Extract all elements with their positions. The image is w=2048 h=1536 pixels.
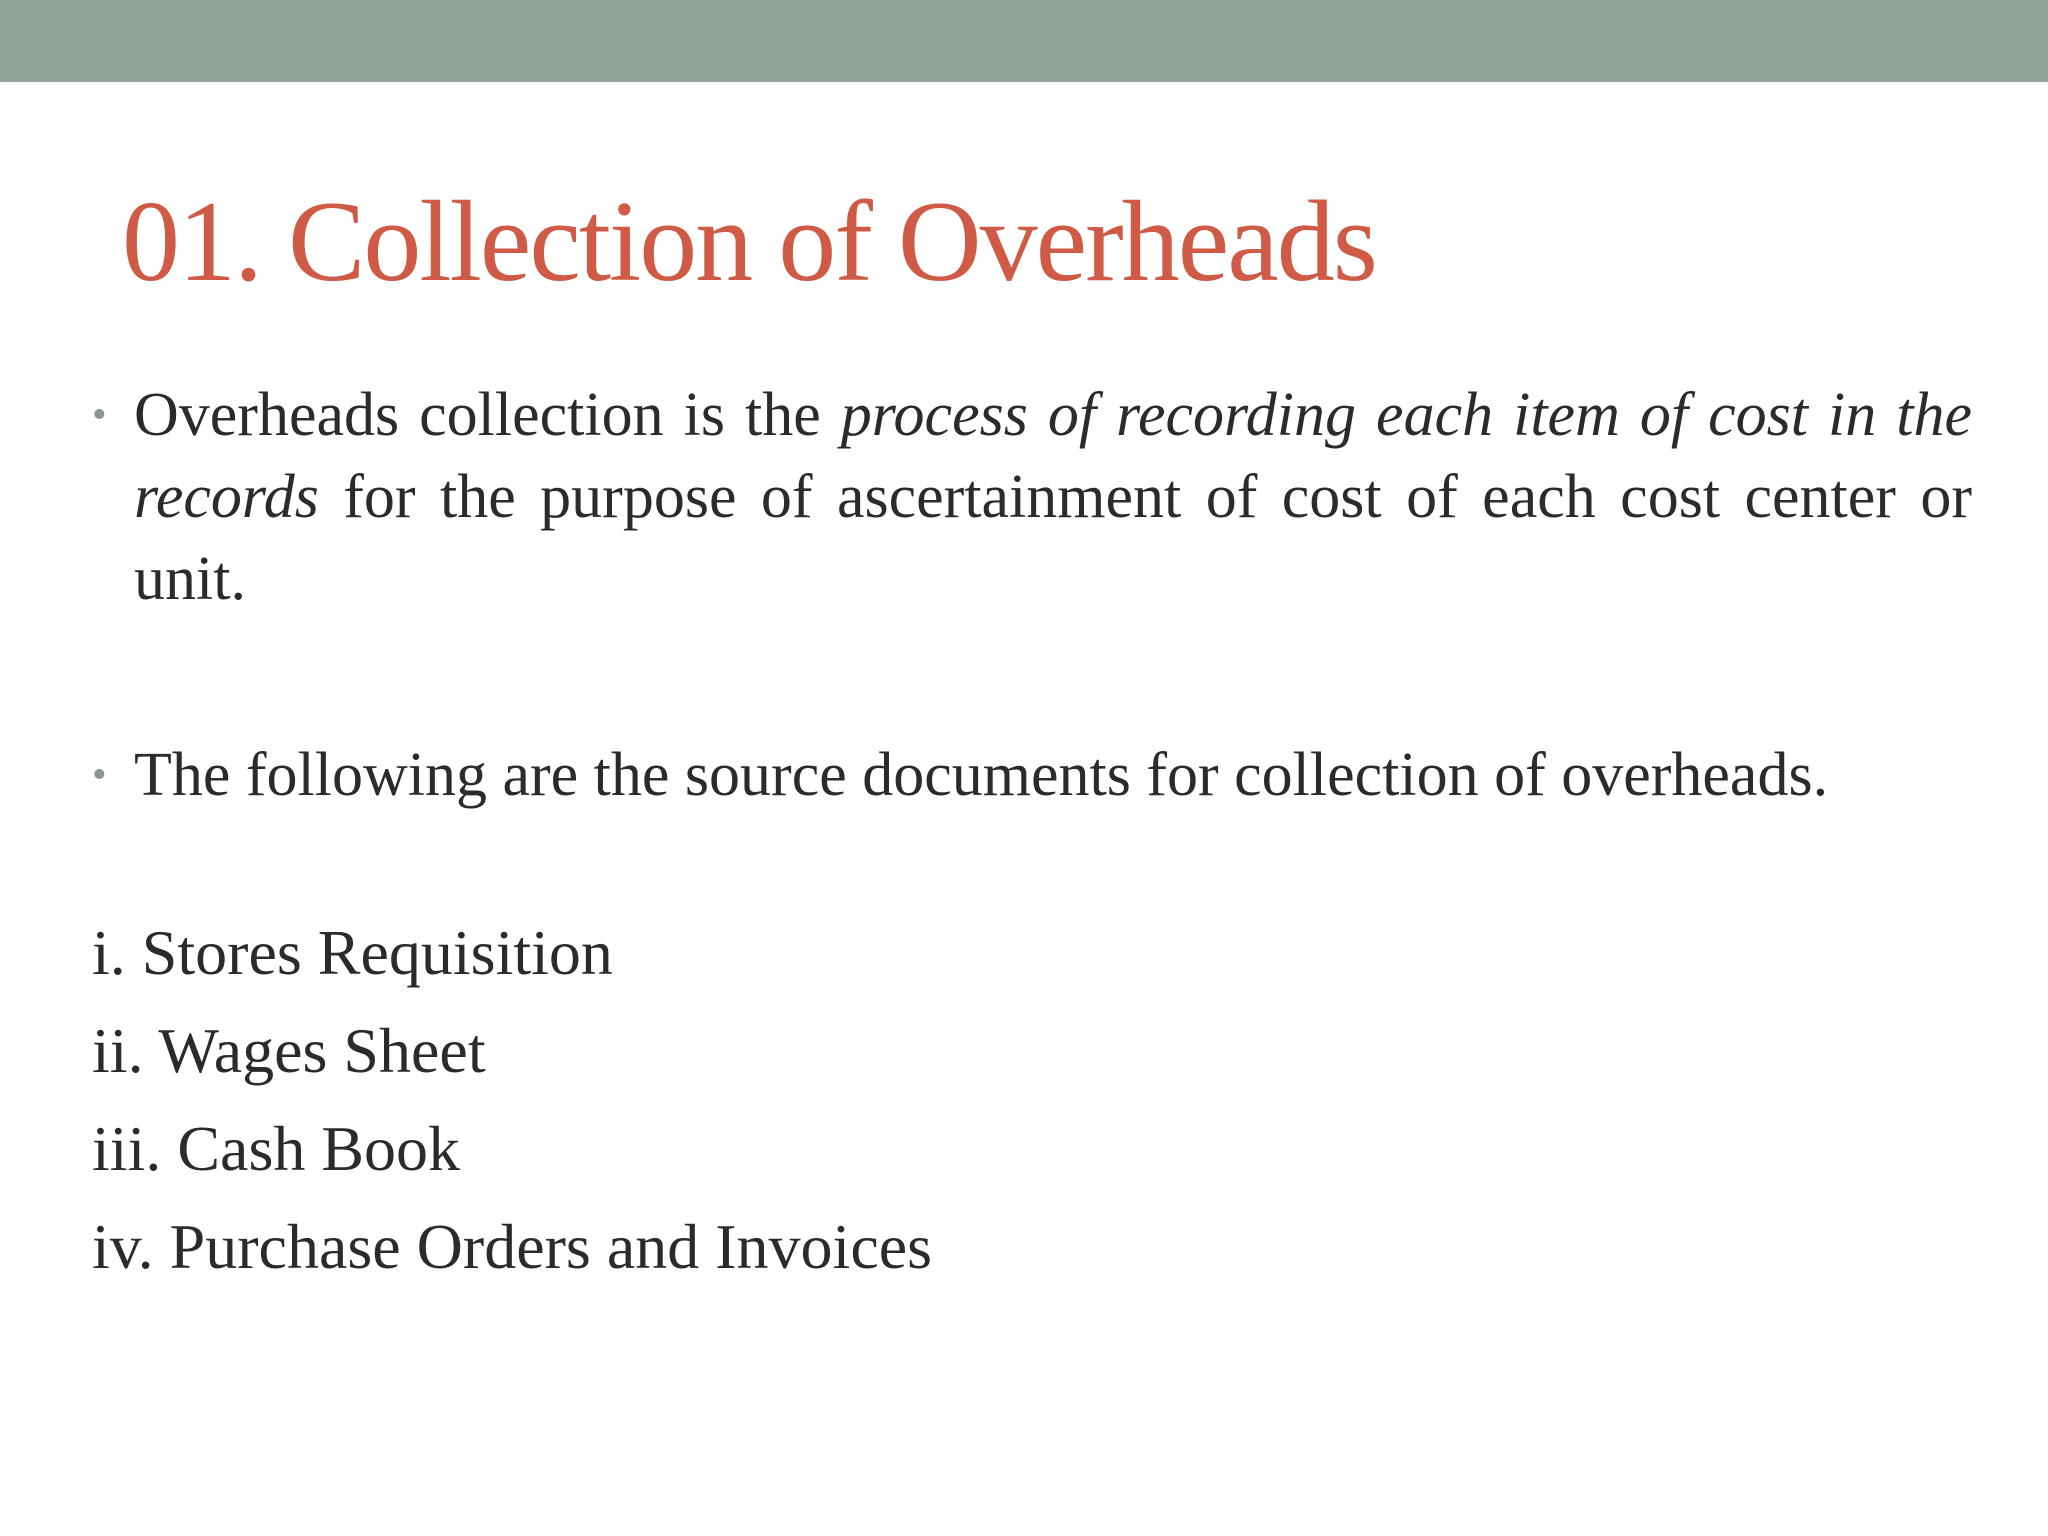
bullet-text-part: Overheads collection is the <box>134 381 841 449</box>
list-item: i. Stores Requisition <box>92 917 613 988</box>
list-item: iv. Purchase Orders and Invoices <box>92 1211 933 1282</box>
bullet-item <box>92 374 1972 624</box>
slide-title: 01. Collection of Overheads <box>122 178 1376 306</box>
bullet-text: The following are the source documents for collection of overheads. <box>134 741 1829 809</box>
list-item: iii. Cash Book <box>92 1113 461 1184</box>
list-item: ii. Wages Sheet <box>92 1015 486 1086</box>
bullet-dot-icon: • <box>92 752 107 798</box>
bullet-dot-icon: • <box>92 392 107 438</box>
source-documents-list <box>92 904 932 1296</box>
bullet-text-part: for the purpose of ascertainment of cost of each cost center or unit. <box>134 463 1972 613</box>
bullet-item <box>92 734 1972 904</box>
bullet-text <box>134 374 1972 620</box>
top-band <box>0 0 2048 82</box>
bullet-text-emphasis: process of recording each item of cost in the records <box>134 381 1972 531</box>
